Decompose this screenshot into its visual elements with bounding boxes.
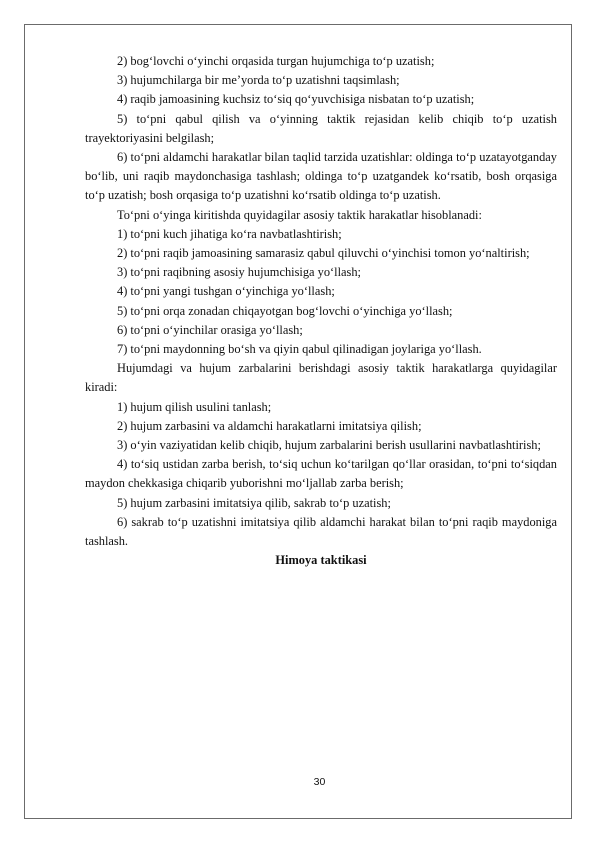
paragraph: Hujumdagi va hujum zarbalarini berishdagi asosiy taktik harakatlarga quyidagilar kiradi: — [85, 361, 557, 395]
paragraph: To‘pni o‘yinga kiritishda quyidagilar asosiy taktik harakatlar hisoblanadi: — [117, 207, 482, 222]
document-body — [85, 52, 557, 570]
paragraph: 6) to‘pni aldamchi harakatlar bilan taqlid tarzida uzatishlar: oldinga to‘p uzatayotganday bo‘lib, uni raqib maydonchasiga tashlash; oldinga to‘p uzatgandek ko‘rsatib, bosh orqasiga to‘p uzatish; bosh orqasiga to‘p uzatishni ko‘rsatib oldinga to‘p uzatish. — [85, 150, 557, 203]
page-number: 30 — [313, 776, 326, 788]
paragraph: 2) hujum zarbasini va aldamchi harakatlarni imitatsiya qilish; — [117, 418, 422, 433]
paragraph: 4) raqib jamoasining kuchsiz to‘siq qo‘yuvchisiga nisbatan to‘p uzatish; — [117, 92, 475, 107]
paragraph: 1) to‘pni kuch jihatiga ko‘ra navbatlashtirish; — [117, 226, 342, 241]
paragraph: 5) to‘pni orqa zonadan chiqayotgan bog‘lovchi o‘yinchiga yo‘llash; — [117, 303, 453, 318]
paragraph: 1) hujum qilish usulini tanlash; — [117, 399, 272, 414]
paragraph: 2) to‘pni raqib jamoasining samarasiz qabul qiluvchi o‘yinchisi tomon yo‘naltirish; — [117, 246, 530, 261]
paragraph: 2) bog‘lovchi o‘yinchi orqasida turgan hujumchiga to‘p uzatish; — [117, 54, 435, 68]
paragraph: 6) to‘pni o‘yinchilar orasiga yo‘llash; — [117, 322, 303, 337]
section-heading: Himoya taktikasi — [275, 553, 367, 568]
paragraph: 3) to‘pni raqibning asosiy hujumchisiga yo‘llash; — [117, 265, 361, 280]
paragraph: 5) hujum zarbasini imitatsiya qilib, sakrab to‘p uzatish; — [117, 495, 391, 510]
paragraph: 5) to‘pni qabul qilish va o‘yinning taktik rejasidan kelib chiqib to‘p uzatish trayektoriyasini belgilash; — [85, 111, 557, 145]
paragraph: 4) to‘siq ustidan zarba berish, to‘siq uchun ko‘tarilgan qo‘llar orasidan, to‘pni to‘siqdan maydon chekkasiga chiqarib yuborishni mo‘ljallab zarba berish; — [85, 457, 557, 491]
paragraph: 4) to‘pni yangi tushgan o‘yinchiga yo‘llash; — [117, 284, 335, 299]
paragraph: 3) hujumchilarga bir me’yorda to‘p uzatishni taqsimlash; — [117, 73, 400, 88]
paragraph: 3) o‘yin vaziyatidan kelib chiqib, hujum zarbalarini berish usullarini navbatlashtirish; — [117, 438, 541, 453]
paragraph: 6) sakrab to‘p uzatishni imitatsiya qilib aldamchi harakat bilan to‘pni raqib maydoniga tashlash. — [85, 514, 557, 549]
paragraph: 7) to‘pni maydonning bo‘sh va qiyin qabul qilinadigan joylariga yo‘llash. — [117, 342, 482, 357]
